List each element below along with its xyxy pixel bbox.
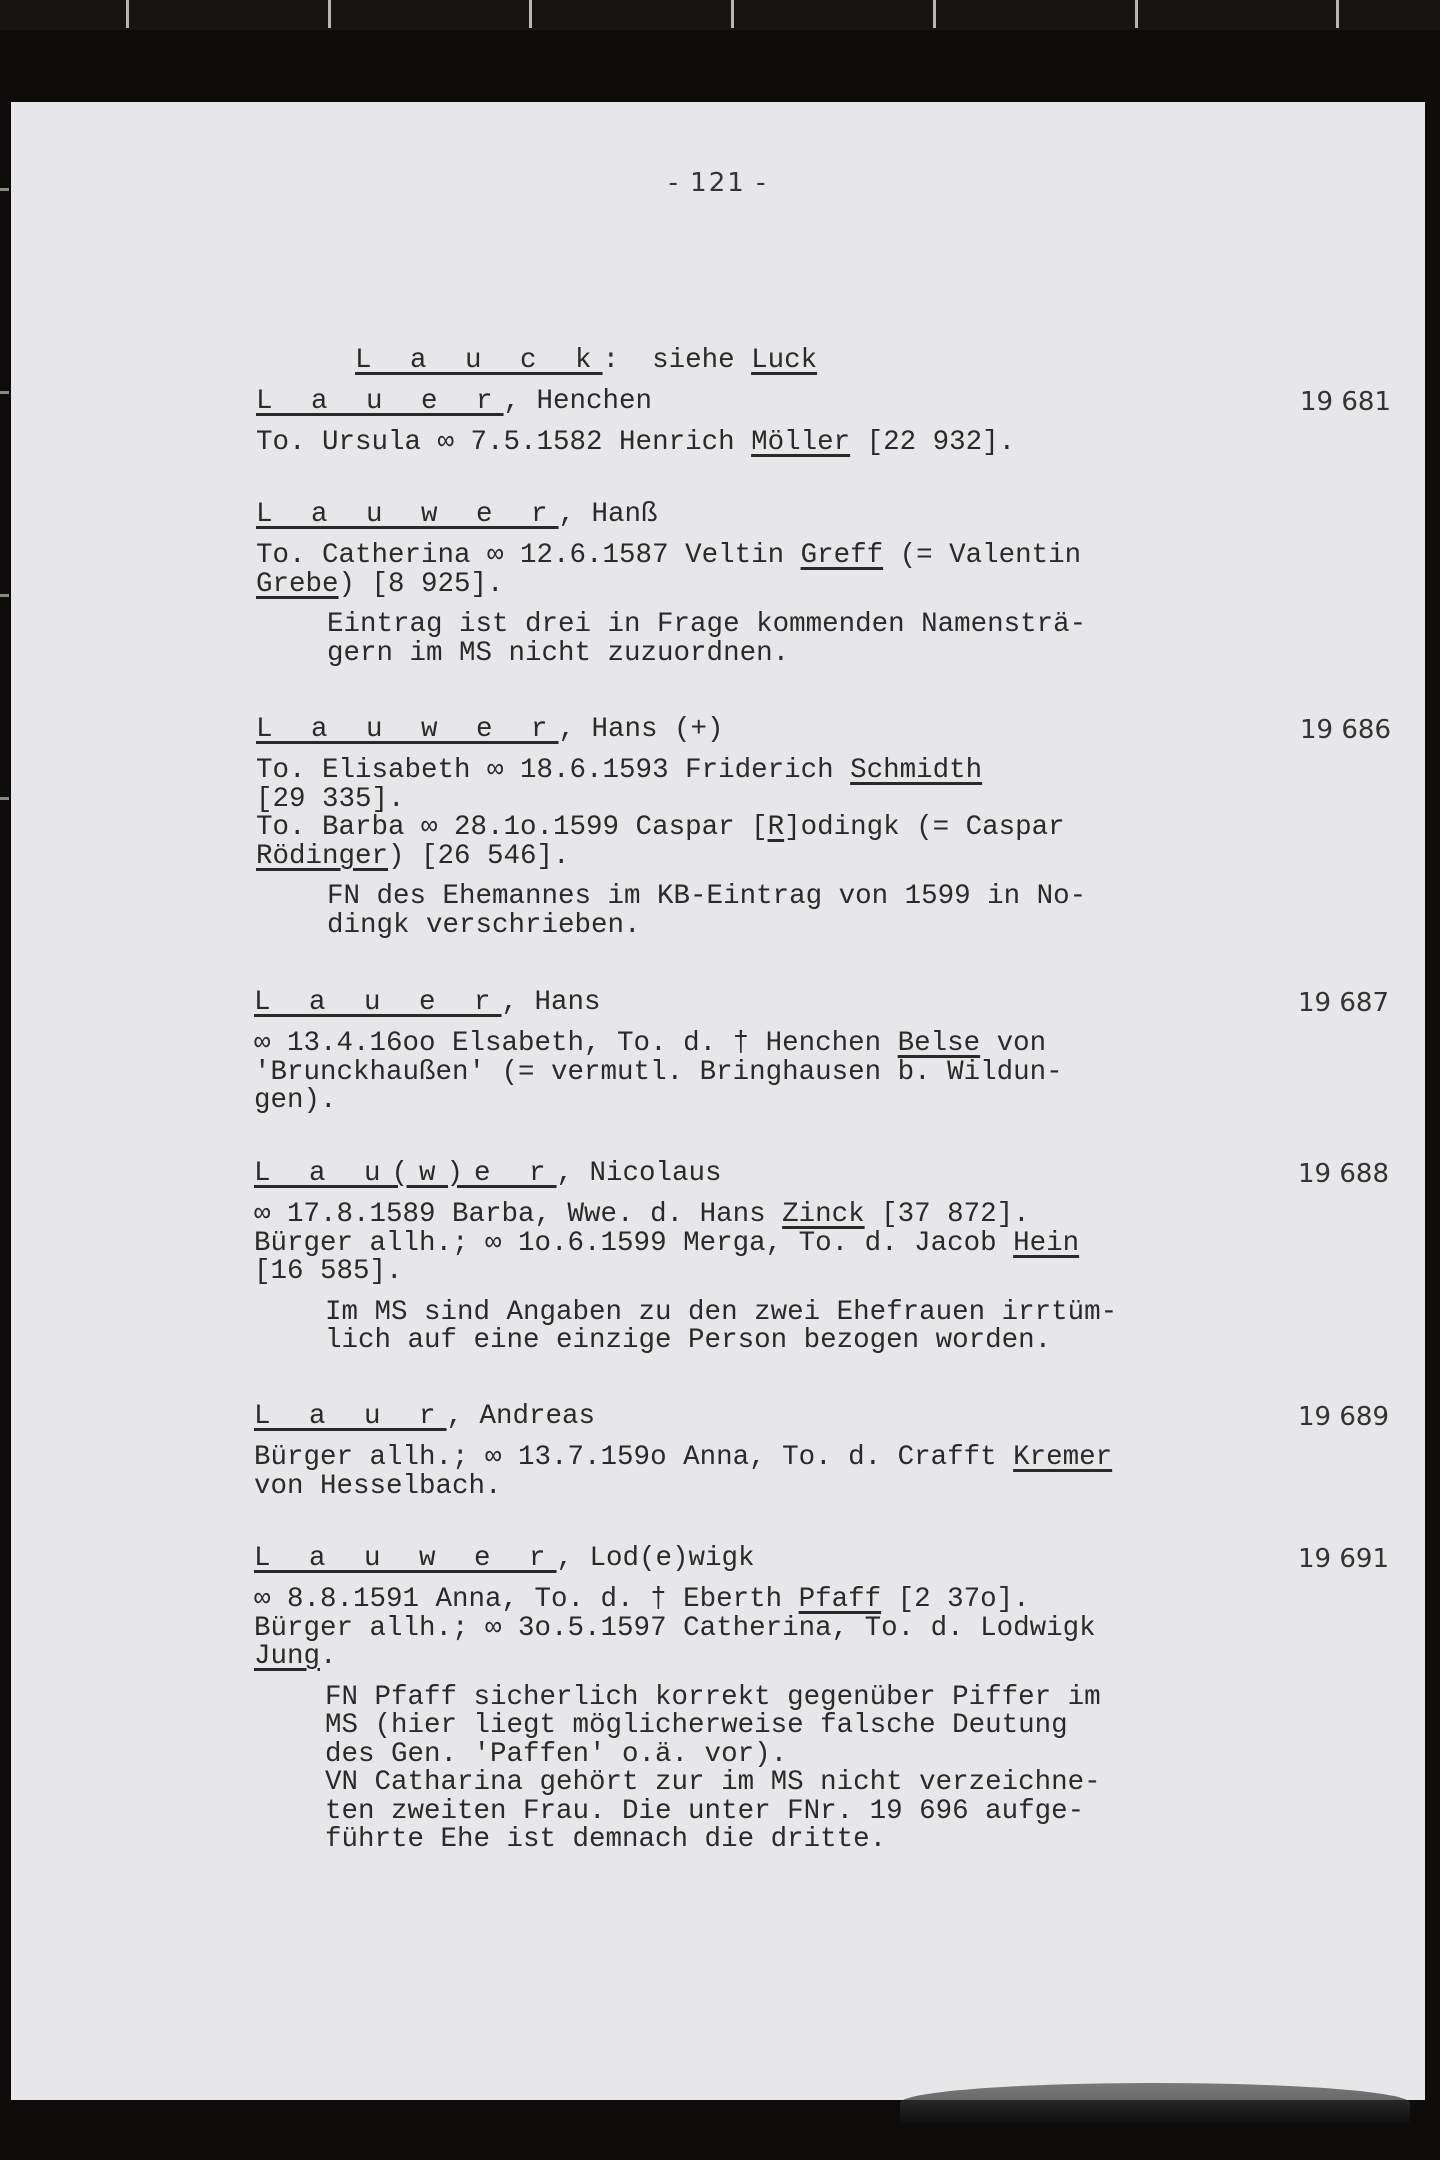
surname: L a u c k (355, 345, 603, 376)
family-number: 19 681 (1300, 387, 1391, 417)
edge-tick (0, 594, 9, 597)
given-name: , Lod(e)wigk (556, 1543, 755, 1574)
entry-lauwer-hans (256, 715, 1391, 940)
surname: L a u e r (254, 987, 502, 1018)
given-name: , Andreas (446, 1401, 596, 1432)
entry-line: To. Elisabeth ∞ 18.6.1593 Friderich Schmidth (256, 755, 983, 786)
family-number: 19 686 (1300, 715, 1391, 745)
given-name: , Hanß (558, 499, 658, 530)
entry-note: Eintrag ist drei in Frage kommenden Namensträ- gern im MS nicht zuzuordnen. (327, 609, 1087, 669)
document-page (11, 102, 1425, 2100)
entry-line: Rödinger) [26 546]. (256, 840, 570, 872)
surname: L a u(w)e r (254, 1158, 557, 1189)
entry-line: Bürger allh.; ∞ 1o.6.1599 Merga, To. d. Jacob Hein (254, 1227, 1080, 1259)
edge-tick (0, 188, 9, 191)
entry-line: Bürger allh.; ∞ 13.7.159o Anna, To. d. Crafft Kremer (254, 1442, 1113, 1473)
entry-note: Im MS sind Angaben zu den zwei Ehefrauen irrtüm- lich auf eine einzige Person bezogen worden. (325, 1296, 1118, 1356)
entry-line: gen). (254, 1085, 337, 1116)
entry-line: von Hesselbach. (254, 1470, 502, 1502)
ruler-tick (529, 0, 532, 28)
given-name: , Hans (501, 987, 601, 1018)
entry-line: ∞ 13.4.16oo Elsabeth, To. d. † Henchen Belse von (254, 1028, 1047, 1059)
entry-lauer-henchen (256, 387, 1391, 458)
scan-shadow (900, 2083, 1410, 2123)
family-number: 19 687 (1298, 988, 1389, 1018)
ruler-tick (731, 0, 734, 28)
family-number: 19 688 (1298, 1159, 1389, 1189)
edge-tick (0, 797, 9, 800)
entry-laur-andreas (254, 1402, 1389, 1501)
entry-line: Grebe) [8 925]. (256, 568, 504, 600)
entry-line: ∞ 8.8.1591 Anna, To. d. † Eberth Pfaff [2 37o]. (254, 1584, 1030, 1615)
family-number: 19 691 (1298, 1544, 1389, 1574)
given-name: , Nicolaus (556, 1158, 722, 1189)
given-name: , Hans (+) (558, 714, 724, 745)
family-number: 19 689 (1298, 1402, 1389, 1432)
ruler-tick (126, 0, 129, 28)
entry-note: FN Pfaff sicherlich korrekt gegenüber Piffer im MS (hier liegt möglicherweise falsche Deutung des Gen. 'Paffen' o.ä. vor). VN Catharina gehört zur im MS nicht verzeichne- ten zweiten Frau. Die unter FNr. 19 696 aufge- führte Ehe ist demnach die dritte. (325, 1681, 1101, 1855)
entry-line: ∞ 17.8.1589 Barba, Wwe. d. Hans Zinck [37 872]. (254, 1199, 1030, 1230)
edge-tick (0, 391, 9, 394)
entry-line: 'Brunckhaußen' (= vermutl. Bringhausen b. Wildun- (254, 1056, 1063, 1088)
see-text: : siehe (602, 345, 752, 376)
entry-lauwer-hanss (256, 500, 1391, 668)
entry-line: [29 335]. (256, 783, 405, 815)
entry-note: FN des Ehemannes im KB-Eintrag von 1599 in No- dingk verschrieben. (327, 881, 1087, 941)
entry-line: To. Barba ∞ 28.1o.1599 Caspar [R]odingk (= Caspar (256, 812, 1065, 843)
ruler-tick (1336, 0, 1339, 28)
entry-line: To. Ursula ∞ 7.5.1582 Henrich Möller [22 932]. (256, 427, 1016, 458)
ruler-tick (933, 0, 936, 28)
entry-lauer-hans (254, 988, 1389, 1116)
entry-lauwer-nicolaus (254, 1159, 1389, 1356)
entry-line: Jung. (254, 1641, 337, 1672)
entry-lauwer-lodewigk (254, 1544, 1389, 1855)
surname: L a u e r (256, 386, 504, 417)
entry-line: [16 585]. (254, 1256, 403, 1287)
see-name: Luck (751, 345, 818, 376)
ruler-tick (1135, 0, 1138, 28)
entry-line: To. Catherina ∞ 12.6.1587 Veltin Greff (= Valentin (256, 540, 1082, 571)
surname: L a u r (254, 1401, 447, 1432)
surname: L a u w e r (254, 1543, 557, 1574)
film-edge-ruler (0, 0, 1440, 30)
surname: L a u w e r (256, 499, 559, 530)
page-number: - 121 - (668, 168, 768, 198)
entry-line: Bürger allh.; ∞ 3o.5.1597 Catherina, To. d. Lodwigk (254, 1612, 1096, 1644)
surname: L a u w e r (256, 714, 559, 745)
given-name: , Henchen (503, 386, 653, 417)
ruler-tick (328, 0, 331, 28)
